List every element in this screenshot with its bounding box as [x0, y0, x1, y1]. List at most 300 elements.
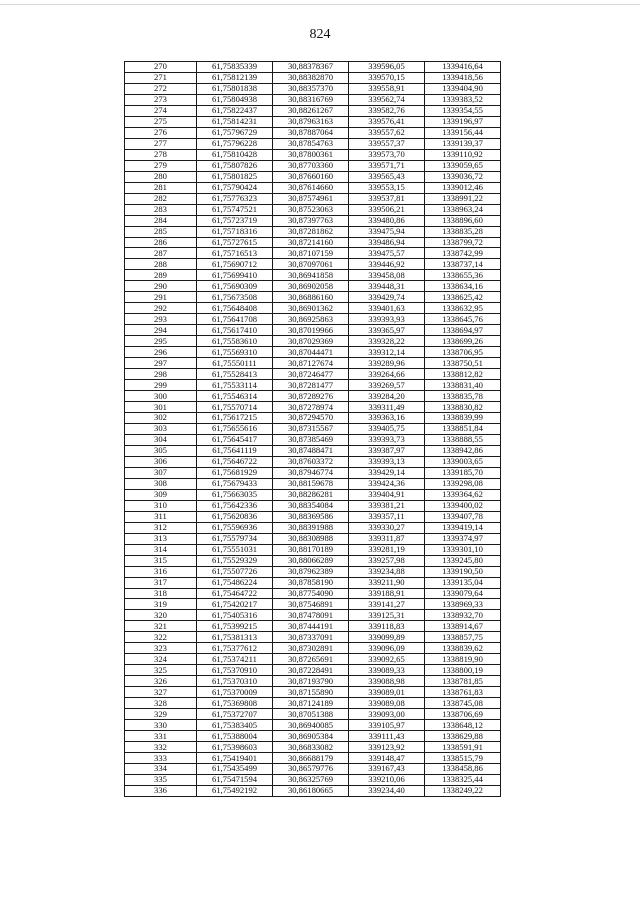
table-row [125, 577, 501, 588]
longitude-cell: 30,86325769 [273, 774, 349, 785]
point-number-cell: 284 [125, 215, 197, 226]
x-coordinate-cell: 339562,74 [349, 94, 425, 105]
longitude-cell: 30,87887064 [273, 127, 349, 138]
table-row [125, 456, 501, 467]
x-coordinate-cell: 339475,94 [349, 226, 425, 237]
x-coordinate-cell: 339311,87 [349, 533, 425, 544]
latitude-cell: 61,75419401 [197, 753, 273, 764]
y-coordinate-cell: 1339383,52 [425, 94, 501, 105]
table-row [125, 434, 501, 445]
x-coordinate-cell: 339125,31 [349, 610, 425, 621]
latitude-cell: 61,75579734 [197, 533, 273, 544]
y-coordinate-cell: 1338839,99 [425, 413, 501, 424]
latitude-cell: 61,75716513 [197, 248, 273, 259]
y-coordinate-cell: 1338629,88 [425, 731, 501, 742]
point-number-cell: 276 [125, 127, 197, 138]
x-coordinate-cell: 339558,91 [349, 83, 425, 94]
y-coordinate-cell: 1338632,95 [425, 303, 501, 314]
longitude-cell: 30,87214160 [273, 237, 349, 248]
latitude-cell: 61,75727615 [197, 237, 273, 248]
point-number-cell: 280 [125, 171, 197, 182]
latitude-cell: 61,75807826 [197, 160, 273, 171]
x-coordinate-cell: 339188,91 [349, 588, 425, 599]
longitude-cell: 30,87278974 [273, 402, 349, 413]
longitude-cell: 30,87963163 [273, 116, 349, 127]
longitude-cell: 30,87155890 [273, 687, 349, 698]
y-coordinate-cell: 1339110,92 [425, 149, 501, 160]
x-coordinate-cell: 339089,01 [349, 687, 425, 698]
table-row [125, 467, 501, 478]
table-row [125, 138, 501, 149]
point-number-cell: 312 [125, 522, 197, 533]
y-coordinate-cell: 1339012,46 [425, 182, 501, 193]
table-row [125, 489, 501, 500]
y-coordinate-cell: 1338942,86 [425, 445, 501, 456]
latitude-cell: 61,75673508 [197, 292, 273, 303]
point-number-cell: 310 [125, 500, 197, 511]
longitude-cell: 30,87754090 [273, 588, 349, 599]
y-coordinate-cell: 1339418,56 [425, 72, 501, 83]
x-coordinate-cell: 339111,43 [349, 731, 425, 742]
longitude-cell: 30,87127674 [273, 358, 349, 369]
latitude-cell: 61,75405316 [197, 610, 273, 621]
table-row [125, 478, 501, 489]
longitude-cell: 30,87289276 [273, 391, 349, 402]
x-coordinate-cell: 339458,08 [349, 270, 425, 281]
y-coordinate-cell: 1338819,90 [425, 654, 501, 665]
y-coordinate-cell: 1338706,69 [425, 709, 501, 720]
x-coordinate-cell: 339596,05 [349, 62, 425, 73]
table-row [125, 303, 501, 314]
latitude-cell: 61,75690712 [197, 259, 273, 270]
y-coordinate-cell: 1338625,42 [425, 292, 501, 303]
longitude-cell: 30,87385469 [273, 434, 349, 445]
point-number-cell: 282 [125, 193, 197, 204]
x-coordinate-cell: 339089,33 [349, 665, 425, 676]
latitude-cell: 61,75663035 [197, 489, 273, 500]
y-coordinate-cell: 1338694,97 [425, 325, 501, 336]
latitude-cell: 61,75583610 [197, 336, 273, 347]
latitude-cell: 61,75617215 [197, 413, 273, 424]
latitude-cell: 61,75533114 [197, 380, 273, 391]
x-coordinate-cell: 339281,19 [349, 544, 425, 555]
x-coordinate-cell: 339393,73 [349, 434, 425, 445]
latitude-cell: 61,75790424 [197, 182, 273, 193]
x-coordinate-cell: 339357,11 [349, 511, 425, 522]
point-number-cell: 279 [125, 160, 197, 171]
longitude-cell: 30,87574961 [273, 193, 349, 204]
point-number-cell: 308 [125, 478, 197, 489]
longitude-cell: 30,88286281 [273, 489, 349, 500]
longitude-cell: 30,88316769 [273, 94, 349, 105]
table-row [125, 555, 501, 566]
longitude-cell: 30,88354084 [273, 500, 349, 511]
y-coordinate-cell: 1338851,84 [425, 423, 501, 434]
latitude-cell: 61,75681929 [197, 467, 273, 478]
y-coordinate-cell: 1339354,55 [425, 105, 501, 116]
x-coordinate-cell: 339381,21 [349, 500, 425, 511]
table-row [125, 687, 501, 698]
point-number-cell: 299 [125, 380, 197, 391]
y-coordinate-cell: 1339079,64 [425, 588, 501, 599]
point-number-cell: 320 [125, 610, 197, 621]
y-coordinate-cell: 1338830,82 [425, 402, 501, 413]
y-coordinate-cell: 1338648,12 [425, 720, 501, 731]
latitude-cell: 61,75679433 [197, 478, 273, 489]
longitude-cell: 30,87800361 [273, 149, 349, 160]
x-coordinate-cell: 339123,92 [349, 742, 425, 753]
longitude-cell: 30,87614660 [273, 182, 349, 193]
y-coordinate-cell: 1338991,22 [425, 193, 501, 204]
latitude-cell: 61,75642336 [197, 500, 273, 511]
latitude-cell: 61,75399215 [197, 621, 273, 632]
longitude-cell: 30,87523063 [273, 204, 349, 215]
x-coordinate-cell: 339105,97 [349, 720, 425, 731]
table-row [125, 182, 501, 193]
longitude-cell: 30,88357370 [273, 83, 349, 94]
x-coordinate-cell: 339573,70 [349, 149, 425, 160]
table-row [125, 226, 501, 237]
point-number-cell: 297 [125, 358, 197, 369]
x-coordinate-cell: 339092,65 [349, 654, 425, 665]
x-coordinate-cell: 339486,94 [349, 237, 425, 248]
point-number-cell: 275 [125, 116, 197, 127]
x-coordinate-cell: 339537,81 [349, 193, 425, 204]
y-coordinate-cell: 1339059,65 [425, 160, 501, 171]
coordinates-table [124, 61, 501, 797]
table-row [125, 391, 501, 402]
latitude-cell: 61,75370310 [197, 676, 273, 687]
y-coordinate-cell: 1339407,78 [425, 511, 501, 522]
longitude-cell: 30,87315567 [273, 423, 349, 434]
point-number-cell: 324 [125, 654, 197, 665]
table-row [125, 292, 501, 303]
latitude-cell: 61,75388004 [197, 731, 273, 742]
table-row [125, 566, 501, 577]
x-coordinate-cell: 339424,36 [349, 478, 425, 489]
point-number-cell: 296 [125, 347, 197, 358]
point-number-cell: 303 [125, 423, 197, 434]
y-coordinate-cell: 1338750,51 [425, 358, 501, 369]
longitude-cell: 30,87703360 [273, 160, 349, 171]
table-row [125, 259, 501, 270]
x-coordinate-cell: 339565,43 [349, 171, 425, 182]
latitude-cell: 61,75617410 [197, 325, 273, 336]
longitude-cell: 30,87228491 [273, 665, 349, 676]
longitude-cell: 30,87019966 [273, 325, 349, 336]
longitude-cell: 30,88159678 [273, 478, 349, 489]
x-coordinate-cell: 339570,15 [349, 72, 425, 83]
x-coordinate-cell: 339446,92 [349, 259, 425, 270]
table-row [125, 160, 501, 171]
y-coordinate-cell: 1339298,08 [425, 478, 501, 489]
latitude-cell: 61,75801825 [197, 171, 273, 182]
longitude-cell: 30,86905384 [273, 731, 349, 742]
table-row [125, 336, 501, 347]
latitude-cell: 61,75596936 [197, 522, 273, 533]
x-coordinate-cell: 339264,66 [349, 369, 425, 380]
x-coordinate-cell: 339553,15 [349, 182, 425, 193]
longitude-cell: 30,87124189 [273, 698, 349, 709]
point-number-cell: 281 [125, 182, 197, 193]
y-coordinate-cell: 1338458,86 [425, 764, 501, 775]
y-coordinate-cell: 1339374,97 [425, 533, 501, 544]
latitude-cell: 61,75655616 [197, 423, 273, 434]
y-coordinate-cell: 1339419,14 [425, 522, 501, 533]
y-coordinate-cell: 1338249,22 [425, 785, 501, 796]
latitude-cell: 61,75648408 [197, 303, 273, 314]
y-coordinate-cell: 1338812,82 [425, 369, 501, 380]
y-coordinate-cell: 1338831,40 [425, 380, 501, 391]
longitude-cell: 30,87546891 [273, 599, 349, 610]
table-row [125, 171, 501, 182]
point-number-cell: 316 [125, 566, 197, 577]
longitude-cell: 30,86941858 [273, 270, 349, 281]
latitude-cell: 61,75646722 [197, 456, 273, 467]
latitude-cell: 61,75507726 [197, 566, 273, 577]
latitude-cell: 61,75804938 [197, 94, 273, 105]
table-row [125, 325, 501, 336]
x-coordinate-cell: 339210,06 [349, 774, 425, 785]
y-coordinate-cell: 1338737,14 [425, 259, 501, 270]
latitude-cell: 61,75372707 [197, 709, 273, 720]
longitude-cell: 30,88308988 [273, 533, 349, 544]
table-row [125, 314, 501, 325]
longitude-cell: 30,86925863 [273, 314, 349, 325]
y-coordinate-cell: 1338325,44 [425, 774, 501, 785]
x-coordinate-cell: 339448,31 [349, 281, 425, 292]
table-row [125, 544, 501, 555]
latitude-cell: 61,75747521 [197, 204, 273, 215]
point-number-cell: 295 [125, 336, 197, 347]
table-row [125, 632, 501, 643]
y-coordinate-cell: 1338634,16 [425, 281, 501, 292]
longitude-cell: 30,87302891 [273, 643, 349, 654]
table-row [125, 533, 501, 544]
point-number-cell: 285 [125, 226, 197, 237]
point-number-cell: 327 [125, 687, 197, 698]
point-number-cell: 294 [125, 325, 197, 336]
longitude-cell: 30,86688179 [273, 753, 349, 764]
table-row [125, 270, 501, 281]
table-row [125, 72, 501, 83]
table-row [125, 731, 501, 742]
table-row [125, 358, 501, 369]
table-row [125, 347, 501, 358]
latitude-cell: 61,75570714 [197, 402, 273, 413]
x-coordinate-cell: 339088,98 [349, 676, 425, 687]
point-number-cell: 326 [125, 676, 197, 687]
table-row [125, 105, 501, 116]
y-coordinate-cell: 1339185,70 [425, 467, 501, 478]
longitude-cell: 30,87858190 [273, 577, 349, 588]
table-row [125, 215, 501, 226]
y-coordinate-cell: 1338781,85 [425, 676, 501, 687]
point-number-cell: 309 [125, 489, 197, 500]
page-top-edge [0, 4, 640, 5]
y-coordinate-cell: 1338706,95 [425, 347, 501, 358]
longitude-cell: 30,87397763 [273, 215, 349, 226]
longitude-cell: 30,87294570 [273, 413, 349, 424]
longitude-cell: 30,87444191 [273, 621, 349, 632]
table-row [125, 369, 501, 380]
latitude-cell: 61,75796228 [197, 138, 273, 149]
table-row [125, 204, 501, 215]
y-coordinate-cell: 1338888,55 [425, 434, 501, 445]
longitude-cell: 30,88369586 [273, 511, 349, 522]
table-row [125, 500, 501, 511]
longitude-cell: 30,87246477 [273, 369, 349, 380]
y-coordinate-cell: 1338835,28 [425, 226, 501, 237]
x-coordinate-cell: 339099,89 [349, 632, 425, 643]
table-row [125, 237, 501, 248]
point-number-cell: 293 [125, 314, 197, 325]
y-coordinate-cell: 1338591,91 [425, 742, 501, 753]
longitude-cell: 30,87660160 [273, 171, 349, 182]
point-number-cell: 278 [125, 149, 197, 160]
point-number-cell: 315 [125, 555, 197, 566]
latitude-cell: 61,75377612 [197, 643, 273, 654]
point-number-cell: 289 [125, 270, 197, 281]
x-coordinate-cell: 339363,16 [349, 413, 425, 424]
longitude-cell: 30,88391988 [273, 522, 349, 533]
table-row [125, 665, 501, 676]
point-number-cell: 321 [125, 621, 197, 632]
longitude-cell: 30,87854763 [273, 138, 349, 149]
y-coordinate-cell: 1338839,62 [425, 643, 501, 654]
point-number-cell: 318 [125, 588, 197, 599]
table-row [125, 149, 501, 160]
longitude-cell: 30,87281862 [273, 226, 349, 237]
y-coordinate-cell: 1338932,70 [425, 610, 501, 621]
longitude-cell: 30,87478091 [273, 610, 349, 621]
table-row [125, 676, 501, 687]
latitude-cell: 61,75814231 [197, 116, 273, 127]
x-coordinate-cell: 339480,86 [349, 215, 425, 226]
table-row [125, 62, 501, 73]
x-coordinate-cell: 339506,21 [349, 204, 425, 215]
y-coordinate-cell: 1338969,33 [425, 599, 501, 610]
latitude-cell: 61,75835339 [197, 62, 273, 73]
x-coordinate-cell: 339401,63 [349, 303, 425, 314]
y-coordinate-cell: 1338761,83 [425, 687, 501, 698]
point-number-cell: 287 [125, 248, 197, 259]
point-number-cell: 291 [125, 292, 197, 303]
table-row [125, 709, 501, 720]
table-row [125, 281, 501, 292]
y-coordinate-cell: 1339416,64 [425, 62, 501, 73]
x-coordinate-cell: 339284,20 [349, 391, 425, 402]
latitude-cell: 61,75569310 [197, 347, 273, 358]
point-number-cell: 300 [125, 391, 197, 402]
point-number-cell: 270 [125, 62, 197, 73]
point-number-cell: 328 [125, 698, 197, 709]
point-number-cell: 330 [125, 720, 197, 731]
x-coordinate-cell: 339328,22 [349, 336, 425, 347]
y-coordinate-cell: 1338699,26 [425, 336, 501, 347]
y-coordinate-cell: 1338742,99 [425, 248, 501, 259]
point-number-cell: 329 [125, 709, 197, 720]
page-number: 824 [309, 27, 331, 42]
latitude-cell: 61,75374211 [197, 654, 273, 665]
latitude-cell: 61,75529329 [197, 555, 273, 566]
latitude-cell: 61,75492192 [197, 785, 273, 796]
latitude-cell: 61,75822437 [197, 105, 273, 116]
point-number-cell: 335 [125, 774, 197, 785]
point-number-cell: 301 [125, 402, 197, 413]
longitude-cell: 30,86180665 [273, 785, 349, 796]
table-row [125, 413, 501, 424]
table-row [125, 610, 501, 621]
table-row [125, 785, 501, 796]
longitude-cell: 30,88170189 [273, 544, 349, 555]
table-row [125, 445, 501, 456]
longitude-cell: 30,88066289 [273, 555, 349, 566]
point-number-cell: 331 [125, 731, 197, 742]
x-coordinate-cell: 339093,00 [349, 709, 425, 720]
latitude-cell: 61,75690309 [197, 281, 273, 292]
longitude-cell: 30,86940085 [273, 720, 349, 731]
latitude-cell: 61,75551031 [197, 544, 273, 555]
y-coordinate-cell: 1338745,08 [425, 698, 501, 709]
point-number-cell: 271 [125, 72, 197, 83]
table-row [125, 599, 501, 610]
table-row [125, 621, 501, 632]
point-number-cell: 314 [125, 544, 197, 555]
latitude-cell: 61,75369808 [197, 698, 273, 709]
x-coordinate-cell: 339234,88 [349, 566, 425, 577]
table-row [125, 522, 501, 533]
point-number-cell: 298 [125, 369, 197, 380]
y-coordinate-cell: 1338963,24 [425, 204, 501, 215]
point-number-cell: 334 [125, 764, 197, 775]
point-number-cell: 307 [125, 467, 197, 478]
y-coordinate-cell: 1339196,97 [425, 116, 501, 127]
longitude-cell: 30,87946774 [273, 467, 349, 478]
latitude-cell: 61,75435499 [197, 764, 273, 775]
x-coordinate-cell: 339167,43 [349, 764, 425, 775]
y-coordinate-cell: 1339135,04 [425, 577, 501, 588]
table-row [125, 511, 501, 522]
point-number-cell: 288 [125, 259, 197, 270]
coordinates-table-body [125, 62, 501, 797]
x-coordinate-cell: 339289,96 [349, 358, 425, 369]
table-row [125, 83, 501, 94]
latitude-cell: 61,75398603 [197, 742, 273, 753]
latitude-cell: 61,75464722 [197, 588, 273, 599]
longitude-cell: 30,87603372 [273, 456, 349, 467]
x-coordinate-cell: 339211,90 [349, 577, 425, 588]
point-number-cell: 311 [125, 511, 197, 522]
longitude-cell: 30,86902058 [273, 281, 349, 292]
longitude-cell: 30,87097061 [273, 259, 349, 270]
x-coordinate-cell: 339269,57 [349, 380, 425, 391]
table-row [125, 654, 501, 665]
latitude-cell: 61,75383405 [197, 720, 273, 731]
point-number-cell: 322 [125, 632, 197, 643]
point-number-cell: 306 [125, 456, 197, 467]
y-coordinate-cell: 1339156,44 [425, 127, 501, 138]
y-coordinate-cell: 1339364,62 [425, 489, 501, 500]
longitude-cell: 30,87051388 [273, 709, 349, 720]
x-coordinate-cell: 339429,74 [349, 292, 425, 303]
point-number-cell: 317 [125, 577, 197, 588]
latitude-cell: 61,75381313 [197, 632, 273, 643]
latitude-cell: 61,75486224 [197, 577, 273, 588]
y-coordinate-cell: 1338896,60 [425, 215, 501, 226]
x-coordinate-cell: 339393,93 [349, 314, 425, 325]
x-coordinate-cell: 339393,13 [349, 456, 425, 467]
